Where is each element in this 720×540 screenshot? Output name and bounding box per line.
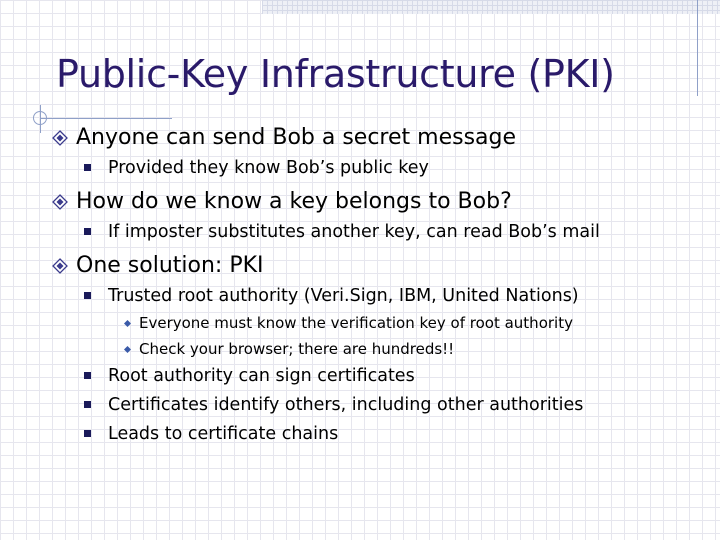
bullet-3-2-text: Root authority can sign certificates	[108, 366, 415, 386]
bullet-3-1-text: Trusted root authority (Veri.Sign, IBM, United Nations)	[108, 286, 579, 306]
diamond-bullet-icon	[52, 130, 76, 146]
right-accent-line	[697, 0, 698, 96]
square-bullet-icon	[84, 372, 108, 380]
square-bullet-icon	[84, 228, 108, 236]
bullet-3-3	[84, 395, 583, 415]
title-rule	[40, 118, 172, 119]
bullet-3-1-1	[124, 314, 573, 332]
bullet-3-3-text: Certificates identify others, including other authorities	[108, 395, 584, 415]
bullet-1	[52, 125, 516, 150]
bullet-3-2	[84, 366, 415, 386]
bullet-1-text: Anyone can send Bob a secret message	[76, 125, 517, 150]
diamond-bullet-icon	[52, 194, 76, 210]
square-bullet-icon	[84, 164, 108, 172]
square-bullet-icon	[84, 292, 108, 300]
bullet-1-1-text: Provided they know Bob’s public key	[108, 158, 429, 178]
square-bullet-icon	[84, 430, 108, 438]
bullet-2-text: How do we know a key belongs to Bob?	[76, 189, 512, 214]
bullet-2-1-text: If imposter substitutes another key, can read Bob’s mail	[108, 222, 600, 242]
bullet-3-text: One solution: PKI	[76, 253, 264, 278]
bullet-3-1-2-text: Check your browser; there are hundreds!!	[139, 340, 455, 358]
bullet-2	[52, 189, 512, 214]
top-band	[262, 0, 720, 14]
diamond-bullet-icon	[52, 258, 76, 274]
bullet-3	[52, 253, 264, 278]
bullet-3-1-2	[124, 340, 454, 358]
bullet-1-1	[84, 158, 429, 178]
square-bullet-icon	[84, 401, 108, 409]
bullet-3-4-text: Leads to certificate chains	[108, 424, 339, 444]
bullet-3-1-1-text: Everyone must know the verification key of root authority	[139, 314, 573, 332]
small-diamond-bullet-icon	[124, 346, 139, 353]
small-diamond-bullet-icon	[124, 320, 139, 327]
bullet-2-1	[84, 222, 600, 242]
title-rule-circle	[33, 111, 47, 125]
slide-title: Public-Key Infrastructure (PKI)	[56, 52, 615, 96]
bullet-3-4	[84, 424, 338, 444]
bullet-3-1	[84, 286, 579, 306]
